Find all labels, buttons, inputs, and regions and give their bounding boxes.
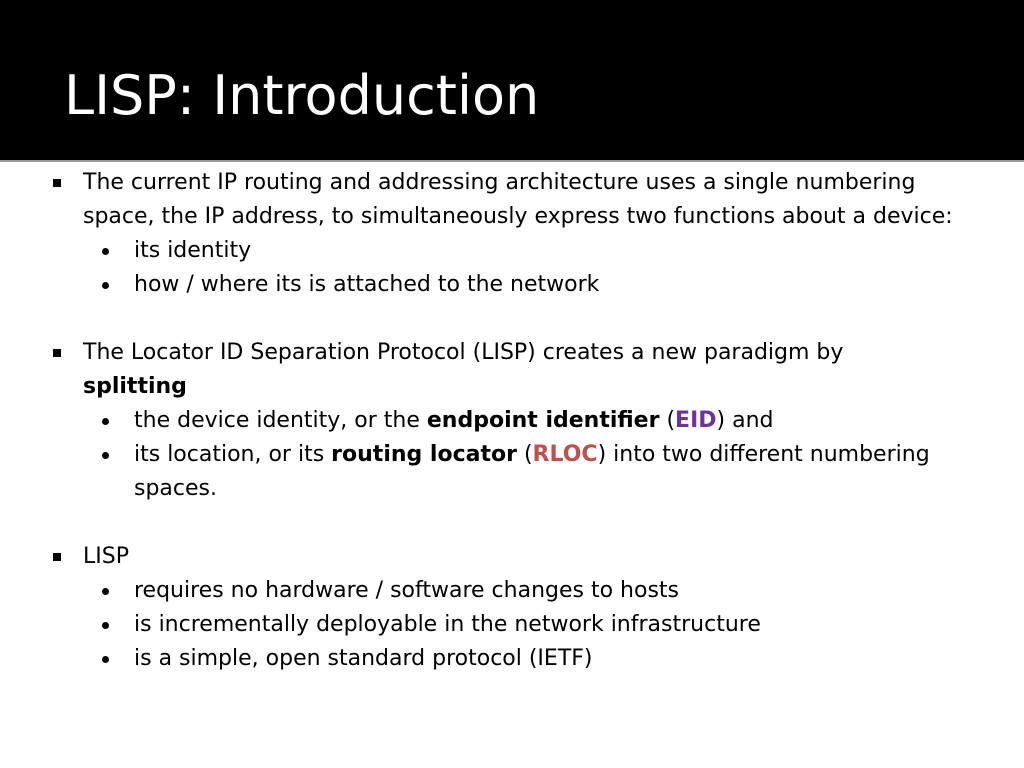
sub-bullet-item — [0, 574, 974, 608]
bullet-text: LISP — [83, 544, 129, 569]
bullet-item — [0, 540, 963, 574]
sub-bullet-text: its identity — [134, 238, 252, 263]
sub-bullet-prefix: the device identity, or the — [134, 408, 427, 433]
bullet-item — [0, 166, 963, 234]
square-bullet-icon — [53, 179, 61, 187]
spacer — [0, 506, 1024, 540]
dot-bullet-icon — [102, 452, 109, 459]
dot-bullet-icon — [102, 656, 109, 663]
sub-bullet-item — [0, 268, 974, 302]
sub-bullet-item — [0, 438, 974, 506]
title-bar — [0, 0, 1024, 160]
term-routing-locator: routing locator — [331, 442, 517, 467]
bullet-item — [0, 336, 963, 404]
dot-bullet-icon — [102, 418, 109, 425]
abbr-eid: EID — [675, 408, 717, 433]
paren-close: ) and — [716, 408, 774, 433]
slide-content — [0, 166, 1024, 676]
abbr-rloc: RLOC — [532, 442, 598, 467]
dot-bullet-icon — [102, 282, 109, 289]
sub-bullet-text: how / where its is attached to the network — [134, 272, 600, 297]
spacer — [0, 302, 1024, 336]
slide-title: LISP: Introduction — [64, 64, 540, 127]
sub-bullet-text: requires no hardware / software changes to hosts — [134, 578, 680, 603]
sub-bullet-item — [0, 234, 974, 268]
sub-bullet-prefix: its location, or its — [134, 442, 332, 467]
sub-bullet-text: is incrementally deployable in the network infrastructure — [134, 612, 761, 637]
square-bullet-icon — [53, 349, 61, 357]
term-endpoint-identifier: endpoint identifier — [426, 408, 660, 433]
sub-bullet-text: is a simple, open standard protocol (IETF) — [134, 646, 593, 671]
sub-bullet-item — [0, 642, 974, 676]
paren-open: ( — [516, 442, 533, 467]
sub-bullet-item — [0, 404, 974, 438]
bold-keyword: splitting — [83, 374, 187, 399]
sub-bullet-item — [0, 608, 974, 642]
dot-bullet-icon — [102, 248, 109, 255]
paren-close: ) into two different numbering spaces. — [134, 442, 930, 501]
bullet-text: The current IP routing and addressing architecture uses a single numbering space, the IP address, to simultaneously express two functions about a device: — [83, 170, 953, 229]
dot-bullet-icon — [102, 622, 109, 629]
paren-open: ( — [659, 408, 676, 433]
title-divider — [0, 160, 1024, 162]
dot-bullet-icon — [102, 588, 109, 595]
bullet-text: The Locator ID Separation Protocol (LISP) creates a new paradigm by — [83, 340, 844, 365]
square-bullet-icon — [53, 553, 61, 561]
